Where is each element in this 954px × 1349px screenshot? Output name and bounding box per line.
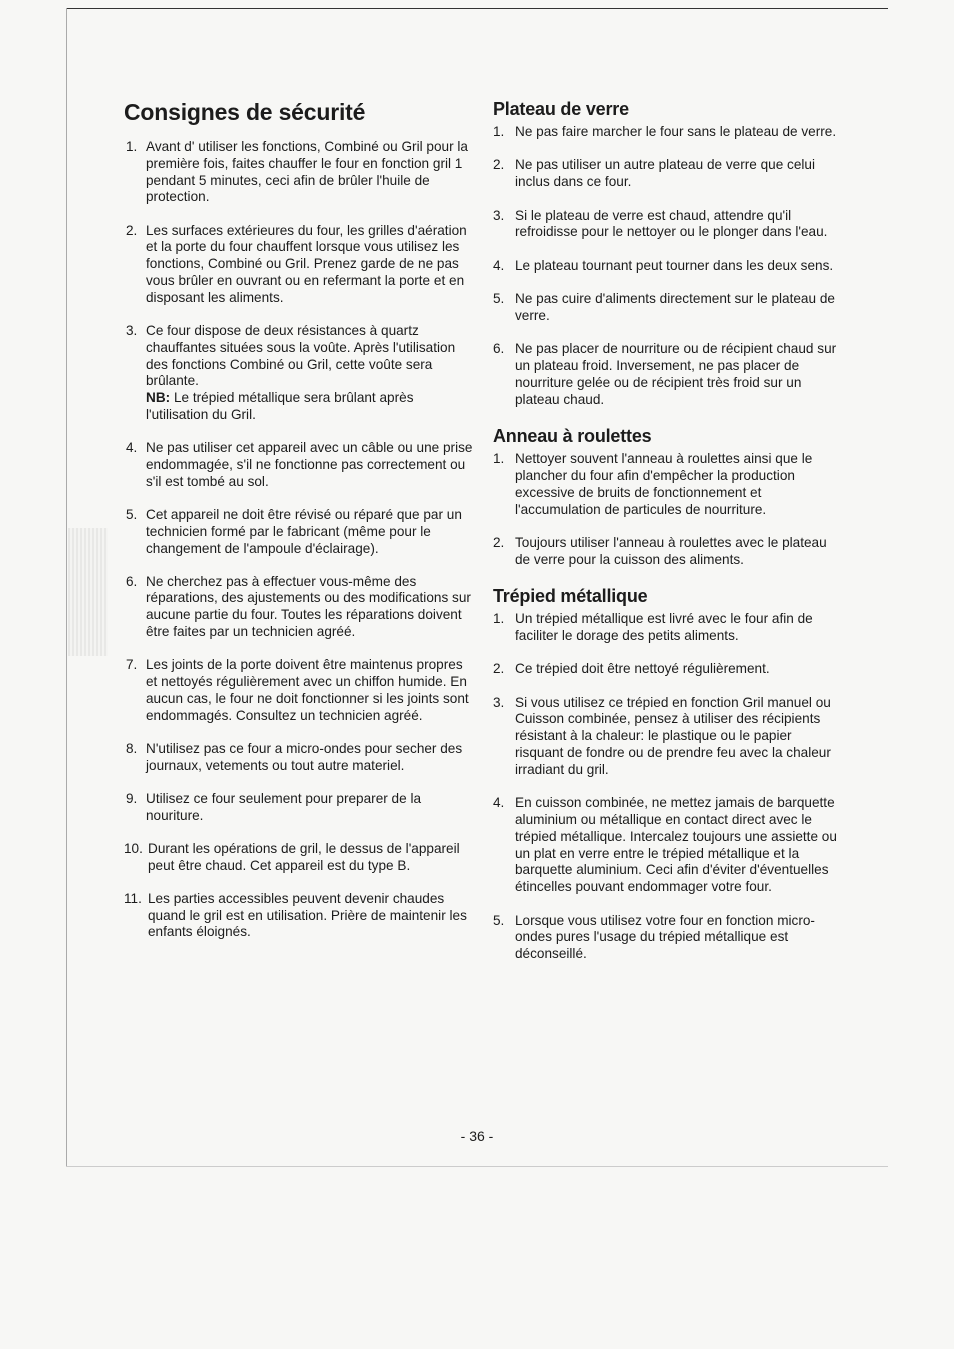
item-text: Ne pas cuire d'aliments directement sur le plateau de verre. [515,291,835,323]
list-item [493,124,838,141]
list-item [124,507,474,557]
nb-label: NB: [146,390,171,406]
item-number: 2. [493,661,505,677]
list-item [124,791,474,825]
item-number: 4. [126,440,138,456]
item-number: 1. [493,451,505,467]
list-item [124,741,474,775]
item-number: 5. [493,291,505,307]
item-text: Ne cherchez pas à effectuer vous-même des réparations, des ajustements ou des modifications sur aucune partie du four. Toutes les réparations doivent être faites par un technicien agréé. [146,573,471,640]
page-frame-left [66,8,67,1166]
section-title: Trépied métallique [493,586,648,607]
list-item [493,208,838,242]
item-number: 4. [493,257,505,273]
list-item [493,157,838,191]
list-item [493,258,838,275]
list-item [124,657,474,724]
list-item [493,341,838,408]
item-text: Si vous utilisez ce trépied en fonction Gril manuel ou Cuisson combinée, pensez à utiliser des récipients résistant à la chaleur: le plastique ou le papier risquant de fondre ou de prendre feu avec la chaleur irradiant du gril. [515,694,831,777]
item-text: Toujours utiliser l'anneau à roulettes avec le plateau de verre pour la cuisson des aliments. [515,534,827,567]
item-number: 3. [493,207,505,223]
item-text: Nettoyer souvent l'anneau à roulettes ainsi que le plancher du four afin d'empêcher la production excessive de bruits de fonctionnement et l'accumulation de particules de nourriture. [515,451,813,517]
item-text: Les joints de la porte doivent être maintenus propres et nettoyés régulièrement avec un chiffon humide. En aucun cas, le four ne doit fonctionner si les joints sont endommagés. Consultez un technicien agréé. [146,657,469,723]
list-item [493,695,838,779]
item-text: Avant d' utiliser les fonctions, Combiné ou Gril pour la première fois, faites chauffer le four en fonction gril 1 pendant 5 minutes, ceci afin de brûler l'huile de protection. [146,139,468,205]
item-text: Ce four dispose de deux résistances à quartz chauffantes situées sous la voûte. Après l'utilisation des fonctions Combiné ou Gril, cette voûte sera brûlante. [146,322,456,389]
item-number: 4. [493,795,505,811]
item-text: Les parties accessibles peuvent devenir chaudes quand le gril est en utilisation. Prière de maintenir les enfants éloignés. [148,890,467,940]
item-number: 1. [126,139,138,154]
list-item [124,841,474,875]
section-list [493,451,838,568]
section-metal-rack [493,585,838,963]
list-item [493,451,838,518]
item-number: 8. [126,740,138,756]
section-title: Plateau de verre [493,99,629,119]
item-text: Si le plateau de verre est chaud, attendre qu'il refroidisse pour le nettoyer ou le plonger dans l'eau. [515,207,828,240]
item-number: 9. [126,790,138,806]
item-number: 7. [126,657,138,673]
item-text: Ne pas utiliser un autre plateau de verre que celui inclus dans ce four. [515,157,815,190]
list-item [493,535,838,569]
page-frame-top [66,8,888,9]
section-roller-ring [493,425,838,568]
nb-text: Le trépied métallique sera brûlant après l'utilisation du Gril. [146,390,414,422]
list-item [493,291,838,325]
list-item [493,661,838,678]
item-number: 3. [493,694,505,710]
item-text: Ne pas utiliser cet appareil avec un câble ou une prise endommagée, s'il ne fonctionne pas correctement ou s'il est tombé au sol. [146,440,473,489]
item-text: Cet appareil ne doit être révisé ou réparé que par un technicien formé par le fabricant (même pour le changement de l'ampoule d'éclairage). [146,506,462,556]
item-number: 2. [493,157,505,173]
list-item [124,891,474,941]
section-glass-tray [493,98,838,409]
section-list [493,124,838,409]
item-number: 2. [493,534,505,550]
scan-artifact [68,528,108,656]
page-number: - 36 - [460,1128,494,1144]
list-item [124,440,474,490]
item-text: Lorsque vous utilisez votre four en fonction micro-ondes pures l'usage du trépied métallique est déconseillé. [515,912,815,962]
safety-column [124,98,474,958]
list-item [124,574,474,641]
list-item [493,795,838,896]
safety-list [124,139,474,941]
item-number: 2. [126,222,138,238]
section-title: Anneau à roulettes [493,426,652,447]
item-number: 1. [493,124,505,139]
item-number: 6. [126,573,138,589]
section-list [493,611,838,963]
list-item [124,223,474,307]
item-text: En cuisson combinée, ne mettez jamais de barquette aluminium ou métallique en contact direct avec le trépied métallique. Intercalez toujours une assiette ou un plat en verre entre le trépied métallique et la barquette aluminium. Ceci afin d'éviter d'éventuelles étincelles pouvant endommager votre four. [515,795,837,895]
item-text: Ne pas placer de nourriture ou de récipient chaud sur un plateau froid. Inversement, ne pas placer de nourriture gelée ou de récipient très froid sur un plateau chaud. [515,341,837,407]
item-number: 5. [493,912,505,928]
page-title: Consignes de sécurité [124,99,366,125]
item-text: Ne pas faire marcher le four sans le plateau de verre. [515,124,837,139]
list-item [124,139,474,206]
item-number: 6. [493,341,505,357]
item-text: Durant les opérations de gril, le dessus de l'appareil peut être chaud. Cet appareil est du type B. [148,840,460,873]
item-text: Ce trépied doit être nettoyé régulièrement. [515,661,770,677]
item-text: Un trépied métallique est livré avec le four afin de faciliter le dorage des petits aliments. [515,611,813,643]
item-number: 5. [126,506,138,522]
item-number: 3. [126,322,138,338]
accessories-column [493,98,838,980]
item-text: Le plateau tournant peut tourner dans les deux sens. [515,257,834,273]
item-number: 11. [124,890,142,906]
list-item [124,323,474,424]
list-item [493,913,838,963]
list-item [493,611,838,645]
item-number: 1. [493,611,505,627]
item-number: 10. [124,840,143,856]
item-text: Les surfaces extérieures du four, les grilles d'aération et la porte du four chauffent lorsque vous utilisez les fonctions, Combiné ou Gril. Prenez garde de ne pas vous brûler en ouvrant ou en refermant la porte et en disposant les aliments. [146,222,467,305]
item-text: Utilisez ce four seulement pour preparer de la nouriture. [146,790,422,823]
page-frame-bottom [66,1166,888,1167]
item-text: N'utilisez pas ce four a micro-ondes pour secher des journaux, vetements ou tout autre materiel. [146,740,463,773]
